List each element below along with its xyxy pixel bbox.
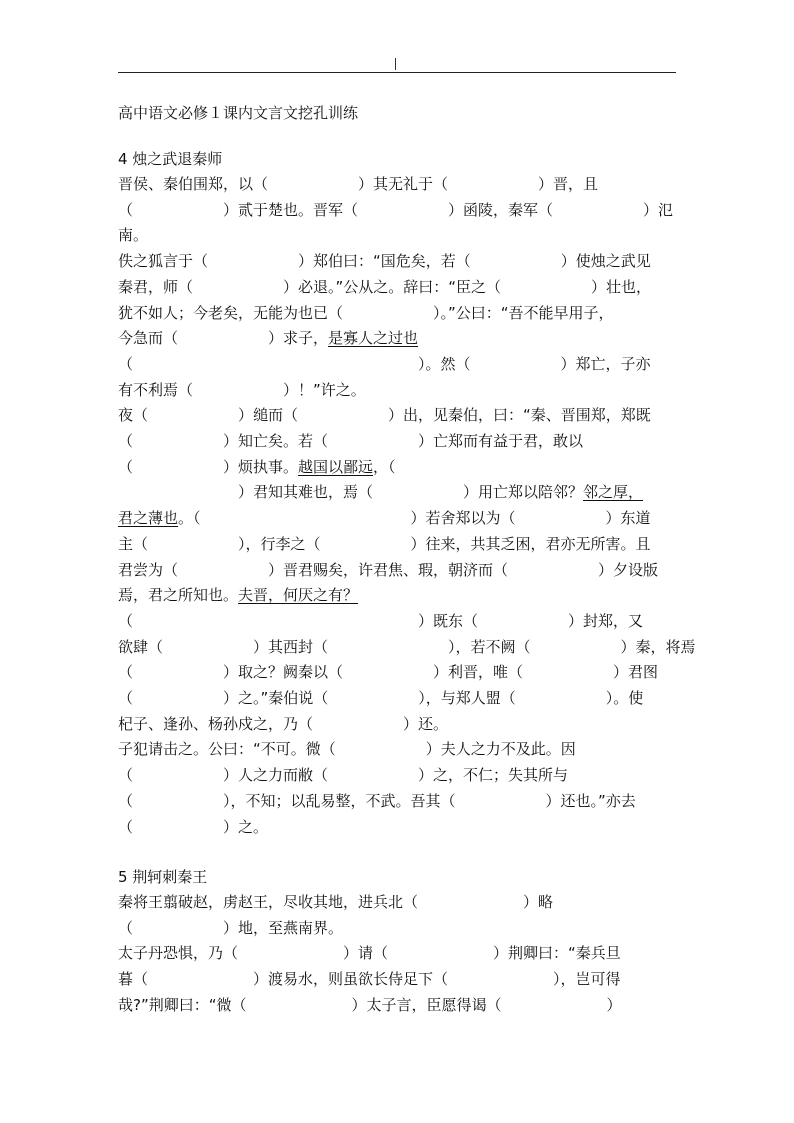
text-segment: 君尝为（ ）晋君赐矣，许君焦、瑕，朝济而（ ）夕设版 xyxy=(118,560,659,579)
header-mark xyxy=(395,58,396,70)
text-segment: 今急而（ ）求子， xyxy=(118,329,329,348)
text-line xyxy=(118,173,598,195)
text-segment: （ ）既东（ ）封郑，又 xyxy=(118,611,644,630)
text-line xyxy=(118,661,658,683)
text-line xyxy=(118,481,643,503)
text-segment: 佚之狐言于（ ）郑伯曰：“国危矣，若（ ）使烛之武见 xyxy=(118,252,651,271)
text-segment: 晋侯、秦伯围郑，以（ ）其无礼于（ ）晋，且 xyxy=(118,175,599,193)
text-segment: 暮（ ）渡易水，则虽欲长侍足下（ ），岂可得 xyxy=(118,970,621,989)
text-segment: 有不利焉（ ）！”许之。 xyxy=(118,380,366,399)
text-segment: 太子丹恐惧，乃（ ）请（ ）荆卿曰：“秦兵旦 xyxy=(118,944,621,963)
text-segment: （ ）。然（ ）郑亡，子亦 xyxy=(118,354,651,373)
text-line xyxy=(118,559,658,581)
text-segment: 哉?”荆卿曰：“微（ ）太子言，臣愿得谒（ ） xyxy=(118,995,622,1014)
document-title: 高中语文必修１课内文言文挖孔训练 xyxy=(118,104,359,122)
text-segment: （ ）贰于楚也。晋军（ ）函陵，秦军（ ）氾 xyxy=(118,200,674,219)
underlined-phrase: 越国以鄙远 xyxy=(298,457,374,476)
text-line xyxy=(118,942,621,964)
text-segment: （ ），不知；以乱易整，不武。吾其（ ）还也。”亦去 xyxy=(118,791,636,810)
text-line xyxy=(118,456,396,478)
text-line xyxy=(118,224,148,246)
section-heading: 5 荆轲刺秦王 xyxy=(118,868,208,886)
text-line xyxy=(118,790,636,812)
text-line xyxy=(118,533,651,555)
text-line xyxy=(118,917,343,939)
text-segment: （ ）烦执事。 xyxy=(118,457,299,476)
text-line xyxy=(118,199,673,221)
text-line xyxy=(118,276,651,298)
text-line xyxy=(118,713,448,735)
text-segment: 杞子、逢孙、杨孙戍之，乃（ ）还。 xyxy=(118,714,449,733)
text-segment: 。（ ）若舍郑以为（ ）东道 xyxy=(178,509,651,528)
text-line xyxy=(118,968,621,990)
text-segment: 夜（ ）缒而（ ）出，见秦伯，曰：“秦、晋围郑，郑既 xyxy=(118,406,651,425)
text-segment: 南。 xyxy=(118,226,149,245)
text-line xyxy=(118,891,553,913)
text-line xyxy=(118,250,651,272)
underlined-phrase: 夫晋，何厌之有？ xyxy=(238,586,359,605)
text-segment: （ ）知亡矣。若（ ）亡郑而有益于君，敢以 xyxy=(118,432,584,450)
text-segment: 犹不如人；今老矣，无能为也已（ ）。”公曰：“吾不能早用子， xyxy=(118,303,614,322)
text-segment: 主（ ），行李之（ ）往来，共其乏困，君亦无所害。且 xyxy=(118,534,651,553)
text-line xyxy=(118,738,576,760)
text-line xyxy=(118,816,268,838)
text-line xyxy=(118,430,583,452)
text-segment: 欲肆（ ）其西封（ ），若不阙（ ）秦，将焉 xyxy=(118,637,696,656)
text-segment: 秦将王翦破赵，虏赵王，尽收其地，进兵北（ ）略 xyxy=(118,893,554,911)
text-line xyxy=(118,507,651,529)
text-segment: （ ）人之力而敝（ ）之，不仁；失其所与 xyxy=(118,766,569,785)
text-line xyxy=(118,994,622,1016)
text-segment: （ ）之。 xyxy=(118,817,269,836)
text-line xyxy=(118,404,651,426)
underlined-phrase: 是寡人之过也 xyxy=(328,329,419,348)
underlined-phrase: 君之薄也 xyxy=(118,509,179,528)
text-line xyxy=(118,379,366,401)
text-line xyxy=(118,302,614,324)
text-line xyxy=(118,636,696,658)
section-heading: 4 烛之武退秦师 xyxy=(118,150,223,168)
text-line xyxy=(118,764,568,786)
text-segment: 焉，君之所知也。 xyxy=(118,586,239,605)
text-line xyxy=(118,687,643,709)
text-segment: （ ）之。”秦伯说（ ），与郑人盟（ ）。使 xyxy=(118,689,644,707)
text-segment: 子犯请击之。公曰：“不可。微（ ）夫人之力不及此。因 xyxy=(118,740,576,759)
text-segment: （ ）地，至燕南界。 xyxy=(118,918,344,937)
header-rule xyxy=(118,72,676,73)
text-segment: 秦君，师（ ）必退。”公从之。辞曰：“臣之（ ）壮也， xyxy=(118,277,652,296)
text-segment: ）君知其难也，焉（ ）用亡郑以陪邻？ xyxy=(118,483,584,502)
text-segment: （ ）取之？阙秦以（ ）利晋，唯（ ）君图 xyxy=(118,663,659,682)
text-line xyxy=(118,353,651,375)
text-line xyxy=(118,610,643,632)
text-line xyxy=(118,327,418,349)
text-line xyxy=(118,584,358,606)
underlined-phrase: 邻之厚， xyxy=(583,483,644,502)
text-segment: ，（ xyxy=(373,457,396,476)
